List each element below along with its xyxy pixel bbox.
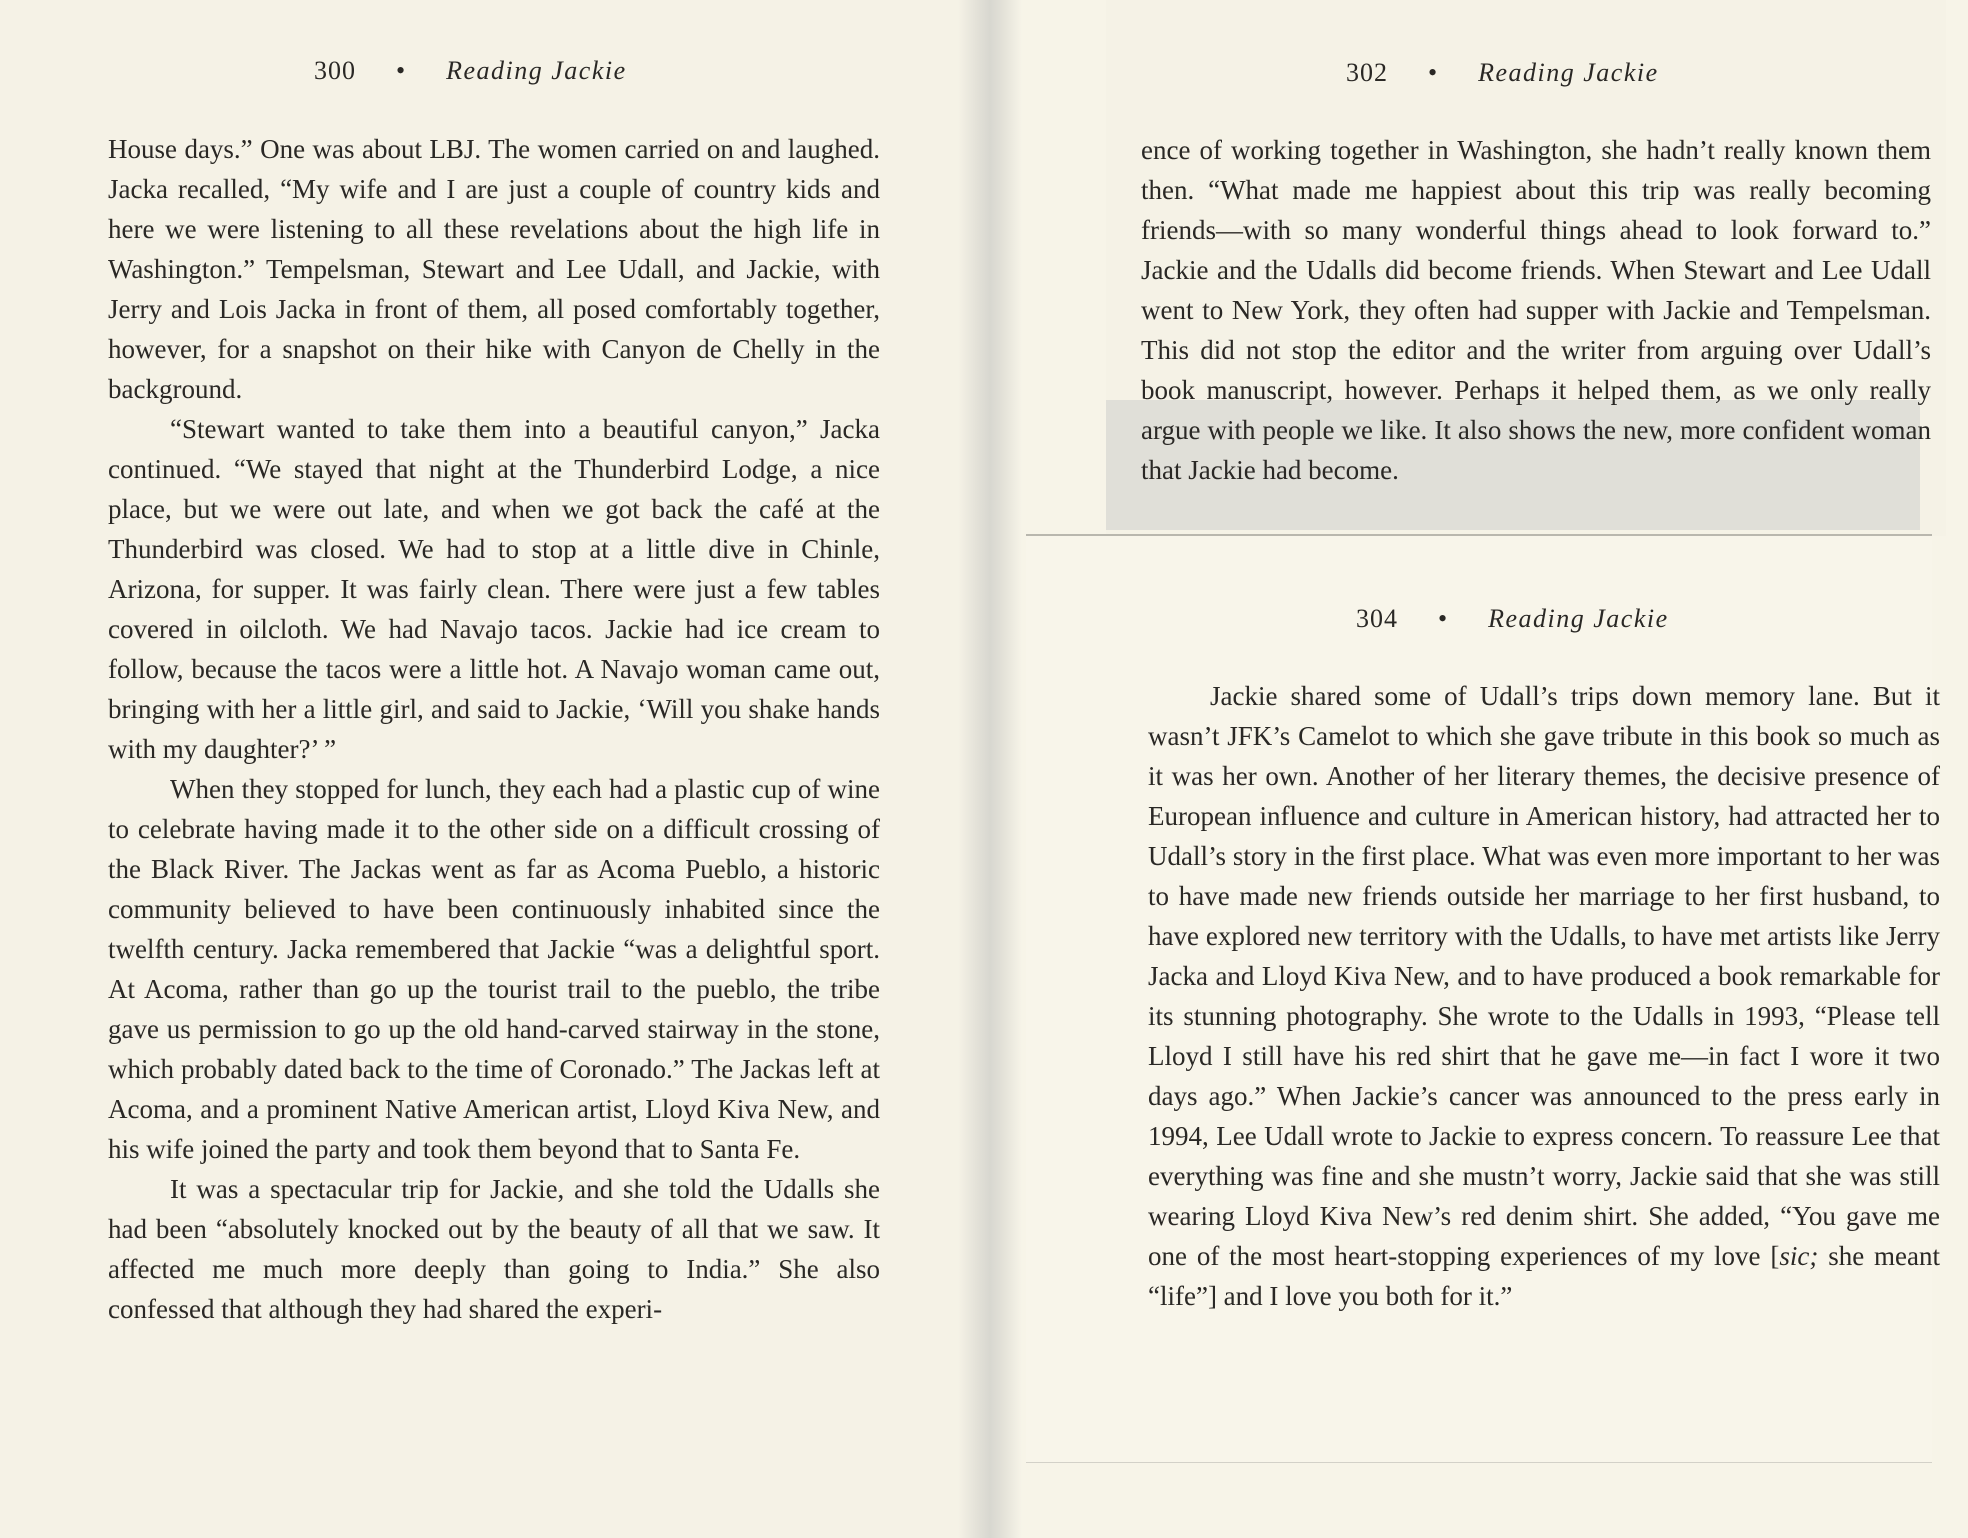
bullet-separator: • bbox=[1428, 58, 1439, 87]
paragraph: “Stewart wanted to take them into a beautiful canyon,” Jacka continued. “We stayed that night at the Thunderbird Lodge, a nice place, but we were out late, and when we got back the café at the Thunderbird was closed. We had to stop at a little dive in Chinle, Arizona, for supper. It was fairly clean. There were just a few tables covered in oilcloth. We had Navajo tacos. Jackie had ice cream to follow, because the tacos were a little hot. A Navajo woman came out, bringing with her a little girl, and said to Jackie, ‘Will you shake hands with my daughter?’ ” bbox=[108, 414, 880, 764]
paragraph: It was a spectacular trip for Jackie, and she told the Udalls she had been “absolutely knocked out by the beauty of all that we saw. It affected me much more deeply than going to India.” She also confessed that although they had shared the experi- bbox=[108, 1174, 880, 1324]
paragraph: When they stopped for lunch, they each had a plastic cup of wine to celebrate having made it to the other side on a difficult crossing of the Black River. The Jackas went as far as Acoma Pueblo, a historic community believed to have been continuously inhabited since the twelfth century. Jacka remembered that Jackie “was a delightful sport. At Acoma, rather than go up the tourist trail to the pueblo, the tribe gave us permission to go up the old hand-carved stairway in the stone, which probably dated back to the time of Coronado.” The Jackas left at Acoma, and a prominent Native American artist, Lloyd Kiva New, and his wife joined the party and took them beyond that to Santa Fe. bbox=[108, 774, 880, 1164]
paragraph-text: she meant “life”] and I love you both for it.” bbox=[1148, 1241, 1940, 1311]
running-title: Reading Jackie bbox=[1488, 604, 1669, 633]
page-number: 304 bbox=[1356, 604, 1398, 633]
bullet-separator: • bbox=[1438, 604, 1449, 633]
bullet-separator: • bbox=[396, 56, 407, 85]
page-302-body bbox=[1141, 130, 1931, 490]
lower-running-head bbox=[1356, 604, 1669, 634]
page-number: 300 bbox=[314, 56, 356, 85]
paragraph-text: Jackie shared some of Udall’s trips down memory lane. But it wasn’t JFK’s Camelot to which she gave tribute in this book so much as it was her own. Another of her literary themes, the decisive presence of European influence and culture in American history, had attracted her to Udall’s story in the first place. What was even more important to her was to have made new friends outside her marriage to her first husband, to have explored new territory with the Udalls, to have met artists like Jerry Jacka and Lloyd Kiva New, and to have produced a book remarkable for its stunning photography. She wrote to the Udalls in 1993, “Please tell Lloyd I still have his red shirt that he gave me—in fact I wore it two days ago.” When Jackie’s cancer was announced to the press early in 1994, Lee Udall wrote to Jackie to express concern. To reassure Lee that everything was fine and she mustn’t worry, Jackie said that she was still wearing Lloyd Kiva New’s red denim shirt. She added, “You gave me one of the most heart-stopping experiences of my love [ bbox=[1148, 681, 1940, 1271]
page-304-body bbox=[1148, 676, 1940, 1316]
paragraph bbox=[1148, 676, 1940, 1316]
book-gutter bbox=[958, 0, 1022, 1538]
right-book-page bbox=[1022, 0, 1968, 1538]
running-title: Reading Jackie bbox=[1478, 58, 1659, 87]
running-title: Reading Jackie bbox=[446, 56, 627, 85]
page-number: 302 bbox=[1346, 58, 1388, 87]
left-book-page bbox=[0, 0, 958, 1538]
left-running-head bbox=[314, 56, 627, 86]
paragraph: ence of working together in Washington, she hadn’t really known them then. “What made me happiest about this trip was really becoming friends—with so many wonderful things ahead to look forward to.” Jackie and the Udalls did become friends. When Stewart and Lee Udall went to New York, they often had supper with Jackie and Tempelsman. This did not stop the editor and the writer from arguing over Udall’s book manuscript, however. Perhaps it helped them, as we only really argue with people we like. It also shows the new, more confident woman that Jackie had become. bbox=[1141, 135, 1931, 485]
upper-running-head bbox=[1346, 58, 1659, 88]
sic-annotation: sic; bbox=[1779, 1241, 1819, 1271]
paragraph: House days.” One was about LBJ. The women carried on and laughed. Jacka recalled, “My wife and I are just a couple of country kids and here we were listening to all these revelations about the high life in Washington.” Tempelsman, Stewart and Lee Udall, and Jackie, with Jerry and Lois Jacka in front of them, all posed comfortably together, however, for a snapshot on their hike with Canyon de Chelly in the background. bbox=[108, 134, 880, 404]
left-page-body bbox=[108, 129, 880, 1329]
